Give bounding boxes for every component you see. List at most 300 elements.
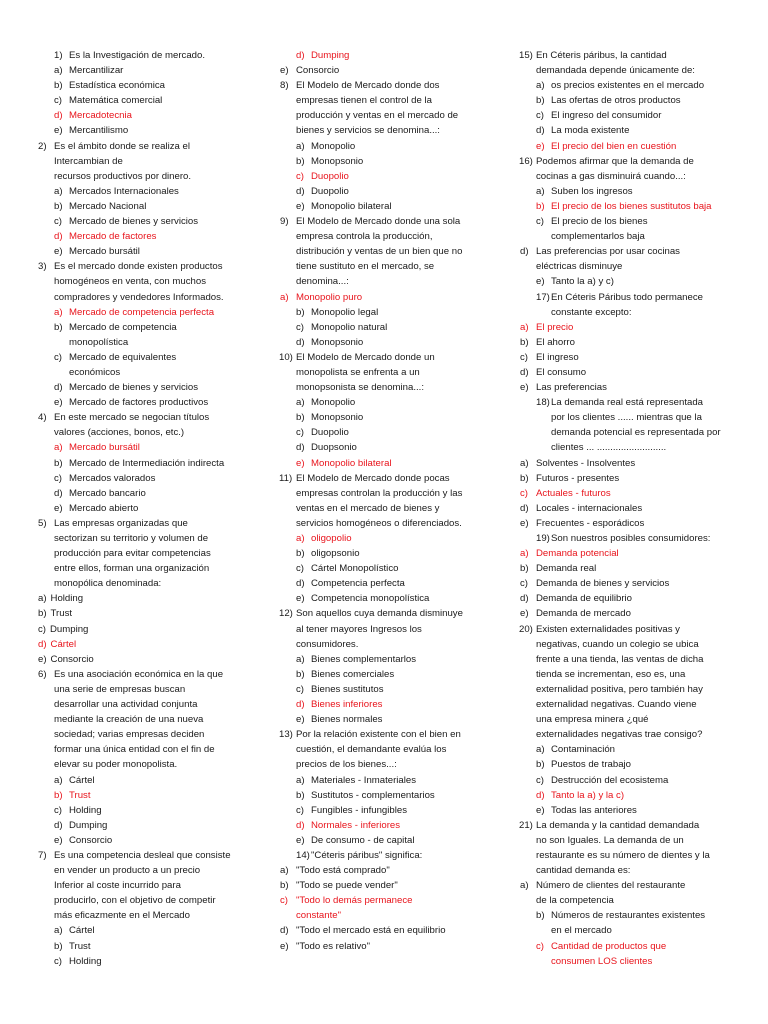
answer-option xyxy=(520,773,730,788)
answer-option-correct xyxy=(280,169,480,184)
option-letter: c) xyxy=(296,563,304,575)
answer-option xyxy=(520,803,730,818)
option-text: Mercados valorados xyxy=(69,472,156,484)
option-letter: c) xyxy=(54,955,62,967)
option-letter: c) xyxy=(536,216,544,228)
answer-option xyxy=(520,742,730,757)
option-letter: e) xyxy=(54,502,63,514)
option-letter: c) xyxy=(296,683,304,695)
answer-option xyxy=(38,622,270,637)
option-letter: e) xyxy=(38,653,47,665)
question-number: 6) xyxy=(38,668,47,680)
option-text: Número de clientes del restaurante de la competencia xyxy=(536,880,686,907)
option-text: Mercado de competencia monopolística xyxy=(69,321,177,348)
option-text: Mercado de factores xyxy=(69,231,157,243)
option-letter: e) xyxy=(296,714,305,726)
answer-option xyxy=(280,848,480,863)
option-text: El precio xyxy=(536,321,574,333)
question-text: En Céteris páribus, la cantidad demandada depende únicamente de: xyxy=(536,50,695,77)
answer-option-correct xyxy=(38,305,270,320)
answer-option xyxy=(280,335,480,350)
answer-option xyxy=(280,803,480,818)
option-text: "Todo el mercado está en equilibrio xyxy=(296,925,446,937)
answer-option xyxy=(38,93,270,108)
option-text: Mercado abierto xyxy=(69,502,139,514)
option-letter: a) xyxy=(520,548,529,560)
option-text: oligopolio xyxy=(311,533,352,544)
answer-option xyxy=(38,395,270,410)
option-text: Bienes comerciales xyxy=(311,668,395,680)
answer-option xyxy=(520,78,730,93)
option-letter: a) xyxy=(54,774,63,786)
option-letter: e) xyxy=(536,804,545,816)
question-stem xyxy=(520,622,730,743)
answer-option xyxy=(38,184,270,199)
option-text: Cártel xyxy=(69,774,95,786)
option-text: Mercado de Intermediación indirecta xyxy=(69,457,225,469)
option-text: Demanda potencial xyxy=(536,548,619,560)
option-letter: c) xyxy=(296,170,304,182)
answer-option xyxy=(38,350,270,380)
option-letter: c) xyxy=(520,578,528,590)
question-text: La demanda y la cantidad demandada no son Iguales. La demanda de un restaurante es su número de dientes y la cantidad demanda es: xyxy=(536,819,710,877)
answer-option xyxy=(520,335,730,350)
question-text: El Modelo de Mercado donde dos empresas tienen el control de la producción y ventas en el mercado de bienes y servicios se denomina...: xyxy=(296,80,459,137)
answer-option xyxy=(38,803,270,818)
option-letter: b) xyxy=(54,457,63,469)
option-text: Cantidad de productos que consumen LOS clientes xyxy=(551,940,667,967)
option-letter: d) xyxy=(520,593,529,605)
question-number: 3) xyxy=(38,261,47,273)
option-text: Bienes normales xyxy=(311,714,383,726)
question-number: 11) xyxy=(279,472,293,484)
column-left xyxy=(38,48,270,969)
answer-option xyxy=(280,184,480,199)
answer-option-correct xyxy=(280,48,480,63)
option-text: Duopolio xyxy=(311,427,349,439)
answer-option xyxy=(280,863,480,878)
option-letter: 14) xyxy=(296,849,310,861)
option-text: Competencia perfecta xyxy=(311,578,405,590)
option-letter: d) xyxy=(296,578,305,590)
answer-option-correct xyxy=(38,108,270,123)
answer-option xyxy=(520,365,730,380)
option-text: Destrucción del ecosistema xyxy=(551,774,669,786)
option-text: Demanda de bienes y servicios xyxy=(536,578,670,590)
answer-option xyxy=(38,456,270,471)
question-text: Es la Investigación de mercado. xyxy=(69,50,205,61)
option-text: Las ofertas de otros productos xyxy=(551,95,681,107)
option-text: Demanda de mercado xyxy=(536,608,631,620)
option-letter: b) xyxy=(54,321,63,333)
question-stem xyxy=(280,350,480,395)
answer-option xyxy=(520,244,730,274)
answer-option xyxy=(280,788,480,803)
answer-option xyxy=(280,923,480,938)
answer-option xyxy=(520,516,730,531)
option-text: Duopolio xyxy=(311,185,349,197)
answer-option xyxy=(38,78,270,93)
answer-option xyxy=(520,878,730,908)
option-letter: a) xyxy=(520,880,529,892)
option-text: Frecuentes - esporádicos xyxy=(536,517,645,529)
answer-option xyxy=(280,652,480,667)
question-text: Es el ámbito donde se realiza el Intercambian de recursos productivos por dinero. xyxy=(54,140,192,182)
option-letter: b) xyxy=(296,412,305,424)
option-text: Solventes - Insolventes xyxy=(536,457,636,469)
option-text: "Todo es relativo" xyxy=(296,940,371,952)
answer-option xyxy=(520,93,730,108)
question-number: 8) xyxy=(280,80,289,92)
answer-option-correct xyxy=(280,290,480,305)
question-stem xyxy=(38,410,270,440)
answer-option xyxy=(520,591,730,606)
option-letter: a) xyxy=(54,185,63,197)
option-letter: d) xyxy=(54,110,63,122)
option-letter: d) xyxy=(38,638,47,650)
question-text: Podemos afirmar que la demanda de cocinas a gas disminuirá cuando...: xyxy=(536,155,694,182)
answer-option xyxy=(38,833,270,848)
answer-option xyxy=(280,546,480,561)
column-right xyxy=(520,48,730,969)
option-letter: a) xyxy=(296,774,305,786)
option-letter: e) xyxy=(520,382,529,394)
question-number: 21) xyxy=(519,819,533,831)
answer-option xyxy=(38,63,270,78)
question-stem xyxy=(38,48,270,63)
option-text: Holding xyxy=(69,955,102,967)
question-stem xyxy=(38,667,270,773)
answer-option xyxy=(280,939,480,954)
option-letter: e) xyxy=(536,276,545,288)
option-letter: c) xyxy=(280,895,288,907)
answer-option xyxy=(38,471,270,486)
answer-option xyxy=(520,561,730,576)
question-number: 16) xyxy=(519,155,533,167)
option-letter: d) xyxy=(520,246,529,258)
question-text: Es una competencia desleal que consiste en vender un producto a un precio Inferior al coste incurrido para producirlo, con el objetivo de competir más eficazmente en el Mercado xyxy=(54,849,231,922)
question-stem xyxy=(280,214,480,289)
answer-option xyxy=(38,320,270,350)
option-text: Puestos de trabajo xyxy=(551,759,632,771)
answer-option xyxy=(38,501,270,516)
option-text: Bienes sustitutos xyxy=(311,683,384,695)
option-letter: a) xyxy=(296,653,305,665)
answer-option xyxy=(520,471,730,486)
question-number: 1) xyxy=(54,50,63,61)
answer-option xyxy=(520,108,730,123)
option-text: Tanto la a) y c) xyxy=(551,276,614,288)
option-text: "Todo lo demás permanece constante" xyxy=(296,895,413,922)
option-letter: a) xyxy=(54,925,63,937)
answer-option xyxy=(280,667,480,682)
answer-option xyxy=(520,908,730,938)
answer-option xyxy=(280,682,480,697)
option-text: El ahorro xyxy=(536,336,575,348)
option-letter: a) xyxy=(520,457,529,469)
question-stem xyxy=(280,727,480,772)
option-letter: b) xyxy=(520,472,529,484)
option-letter: a) xyxy=(536,185,545,197)
answer-option xyxy=(38,591,270,606)
answer-option-correct xyxy=(520,788,730,803)
question-stem xyxy=(280,606,480,651)
option-text: Dumping xyxy=(69,819,108,831)
answer-option xyxy=(280,305,480,320)
question-stem xyxy=(520,818,730,878)
answer-option xyxy=(38,939,270,954)
option-letter: c) xyxy=(54,351,62,363)
answer-option-correct xyxy=(520,199,730,214)
option-letter: b) xyxy=(296,306,305,318)
option-text: Mercantilismo xyxy=(69,125,129,137)
answer-option xyxy=(38,214,270,229)
answer-option-correct xyxy=(280,531,480,546)
option-letter: a) xyxy=(54,65,63,77)
option-letter: d) xyxy=(54,487,63,499)
option-text: Mercado de bienes y servicios xyxy=(69,216,199,228)
option-letter: 19) xyxy=(536,533,550,544)
option-text: "Todo está comprado" xyxy=(296,865,390,877)
option-text: Cártel xyxy=(69,925,95,937)
option-letter: d) xyxy=(296,185,305,197)
option-letter: c) xyxy=(536,940,544,952)
option-letter: a) xyxy=(280,291,289,303)
option-letter: b) xyxy=(54,789,63,801)
question-text: Existen externalidades positivas y negativas, cuando un colegio se ubica frente a una tienda, las ventas de dicha tienda se incrementan, eso es, una externalidad positiva, pero también hay externalidad negativas. Cuando viene una empresa minera ¿qué externalidades negativas trae consigo? xyxy=(536,623,704,741)
option-text: Demanda real xyxy=(536,563,597,575)
question-stem xyxy=(520,48,730,78)
answer-option xyxy=(520,576,730,591)
option-text: Sustitutos - complementarios xyxy=(311,789,435,801)
option-letter: c) xyxy=(296,427,304,439)
option-text: Mercado bursátil xyxy=(69,442,140,454)
answer-option-correct xyxy=(520,139,730,154)
option-text: Mercados Internacionales xyxy=(69,185,179,197)
option-letter: e) xyxy=(54,834,63,846)
option-letter: e) xyxy=(54,246,63,258)
answer-option xyxy=(280,440,480,455)
question-text: El Modelo de Mercado donde un monopolista se enfrenta a un monopsonista se denomina...: xyxy=(296,351,435,394)
option-letter: b) xyxy=(296,668,305,680)
option-text: Holding xyxy=(50,593,84,605)
option-text: El precio de los bienes sustitutos baja xyxy=(551,200,712,212)
question-text: Por la relación existente con el bien en cuestión, el demandante evalúa los precios de los bienes...: xyxy=(296,729,461,771)
answer-option xyxy=(280,773,480,788)
option-letter: e) xyxy=(520,608,529,620)
question-text: Es una asociación económica en la que una serie de empresas buscan desarrollar una actividad conjunta mediante la creación de una nueva sociedad; varias empresas deciden formar una única entidad con el fin de elevar su poder monopolista. xyxy=(54,668,224,771)
option-text: Las preferencias xyxy=(536,382,607,394)
answer-option xyxy=(280,395,480,410)
option-text: Monopolio natural xyxy=(311,321,388,333)
answer-option-correct xyxy=(280,818,480,833)
option-letter: d) xyxy=(296,442,305,454)
option-text: Trust xyxy=(69,789,91,801)
option-letter: d) xyxy=(54,819,63,831)
option-text: Bienes inferiores xyxy=(311,699,383,711)
option-letter: e) xyxy=(280,65,289,77)
option-text: Mercado de factores productivos xyxy=(69,397,209,409)
option-letter: d) xyxy=(520,502,529,514)
option-text: Locales - internacionales xyxy=(536,502,643,514)
option-text: El ingreso del consumidor xyxy=(551,110,662,122)
option-letter: d) xyxy=(520,366,529,378)
answer-option xyxy=(38,773,270,788)
option-letter: b) xyxy=(54,80,63,92)
option-text: "Céteris páribus" significa: xyxy=(311,849,423,861)
option-letter: 18) xyxy=(536,397,550,409)
option-letter: d) xyxy=(296,699,305,711)
option-letter: d) xyxy=(296,819,305,831)
option-text: Todas las anteriores xyxy=(551,804,637,816)
answer-option xyxy=(520,184,730,199)
option-letter: d) xyxy=(280,925,289,937)
option-text: Materiales - Inmateriales xyxy=(311,774,417,786)
answer-option xyxy=(520,456,730,471)
answer-option-correct xyxy=(280,697,480,712)
option-letter: b) xyxy=(536,759,545,771)
option-text: Monopolio puro xyxy=(296,291,363,303)
option-letter: a) xyxy=(54,306,63,318)
question-stem xyxy=(38,259,270,304)
option-text: Monopsonio xyxy=(311,155,364,167)
option-text: Monopsonio xyxy=(311,412,364,424)
option-text: Normales - inferiores xyxy=(311,819,401,831)
answer-option xyxy=(38,380,270,395)
column-middle xyxy=(280,48,480,954)
question-stem xyxy=(38,139,270,184)
option-text: Competencia monopolística xyxy=(311,593,430,605)
option-letter: a) xyxy=(54,442,63,454)
answer-option-correct xyxy=(280,893,480,923)
answer-option xyxy=(520,290,730,320)
question-text: El Modelo de Mercado donde una sola empresa controla la producción, distribución y ventas de un bien que no tiene sustituto en el mercado, se denomina...: xyxy=(296,216,463,288)
option-letter: e) xyxy=(54,397,63,409)
answer-option xyxy=(520,350,730,365)
option-text: Cártel Monopolístico xyxy=(311,563,399,575)
option-text: De consumo - de capital xyxy=(311,834,415,846)
option-letter: b) xyxy=(536,910,545,922)
answer-option-correct xyxy=(520,486,730,501)
answer-option-correct xyxy=(280,456,480,471)
answer-option xyxy=(520,380,730,395)
option-letter: c) xyxy=(536,110,544,122)
option-letter: d) xyxy=(296,50,305,61)
option-letter: c) xyxy=(296,804,304,816)
option-text: Mercadotecnia xyxy=(69,110,132,122)
question-stem xyxy=(38,848,270,923)
option-letter: e) xyxy=(520,517,529,529)
option-letter: a) xyxy=(38,593,47,605)
option-text: Contaminación xyxy=(551,744,615,756)
option-text: Fungibles - infungibles xyxy=(311,804,407,816)
option-text: La demanda real está representada por los clientes ...... mientras que la demanda potencial es representada por clientes ... .......................... xyxy=(551,397,721,454)
option-letter: e) xyxy=(296,457,305,469)
option-text: Monopolio bilateral xyxy=(311,457,392,469)
option-letter: a) xyxy=(296,533,305,544)
option-text: Matemática comercial xyxy=(69,95,163,107)
option-text: Consorcio xyxy=(50,653,94,665)
option-text: Bienes complementarlos xyxy=(311,653,417,665)
option-text: Monopolio bilateral xyxy=(311,200,392,212)
option-letter: e) xyxy=(296,593,305,605)
question-number: 2) xyxy=(38,140,47,152)
option-text: oligopsonio xyxy=(311,548,360,560)
option-text: El ingreso xyxy=(536,351,579,363)
answer-option xyxy=(280,154,480,169)
option-letter: e) xyxy=(54,125,63,137)
option-text: Números de restaurantes existentes en el mercado xyxy=(551,910,706,937)
option-letter: b) xyxy=(54,940,63,952)
option-text: Mercado Nacional xyxy=(69,200,147,212)
option-text: Mercado bancario xyxy=(69,487,146,499)
option-text: Las preferencias por usar cocinas eléctricas disminuye xyxy=(536,246,680,273)
option-text: Actuales - futuros xyxy=(536,487,611,499)
answer-option xyxy=(520,395,730,455)
option-text: Monopolio legal xyxy=(311,306,379,318)
option-letter: c) xyxy=(38,623,46,635)
question-stem xyxy=(38,516,270,591)
option-letter: b) xyxy=(296,548,305,560)
option-letter: c) xyxy=(54,472,62,484)
answer-option xyxy=(38,123,270,138)
answer-option xyxy=(280,410,480,425)
question-number: 13) xyxy=(279,729,293,741)
question-text: Son aquellos cuya demanda disminuye al tener mayores Ingresos los consumidores. xyxy=(296,608,463,650)
answer-option xyxy=(38,606,270,621)
answer-option xyxy=(280,199,480,214)
option-text: Estadística económica xyxy=(69,80,165,92)
option-text: Consorcio xyxy=(69,834,113,846)
question-number: 10) xyxy=(279,351,293,363)
answer-option xyxy=(38,652,270,667)
answer-option-correct xyxy=(38,637,270,652)
option-text: Trust xyxy=(69,940,91,952)
answer-option-correct xyxy=(520,546,730,561)
option-letter: a) xyxy=(296,397,305,409)
option-letter: b) xyxy=(296,789,305,801)
answer-option xyxy=(280,712,480,727)
answer-option xyxy=(280,833,480,848)
question-number: 15) xyxy=(519,50,533,61)
option-text: Trust xyxy=(50,608,73,620)
option-letter: c) xyxy=(520,351,528,363)
answer-option xyxy=(280,561,480,576)
question-number: 12) xyxy=(279,608,293,620)
question-number: 5) xyxy=(38,517,47,529)
answer-option xyxy=(280,878,480,893)
option-letter: a) xyxy=(536,80,545,92)
option-text: El precio del bien en cuestión xyxy=(551,140,677,152)
option-text: Duopolio xyxy=(311,170,349,182)
answer-option-correct xyxy=(38,788,270,803)
option-letter: b) xyxy=(536,200,545,212)
answer-option xyxy=(280,576,480,591)
option-letter: b) xyxy=(54,200,63,212)
option-letter: d) xyxy=(536,789,545,801)
answer-option xyxy=(520,214,730,244)
option-letter: c) xyxy=(296,321,304,333)
option-text: Cártel xyxy=(50,638,77,650)
option-letter: e) xyxy=(296,200,305,212)
option-letter: b) xyxy=(296,155,305,167)
option-text: Mercado de bienes y servicios xyxy=(69,382,199,394)
option-letter: d) xyxy=(54,382,63,394)
option-letter: a) xyxy=(280,865,289,877)
option-text: Tanto la a) y la c) xyxy=(551,789,625,801)
option-letter: c) xyxy=(54,216,62,228)
option-text: Mercado de equivalentes económicos xyxy=(69,351,177,378)
